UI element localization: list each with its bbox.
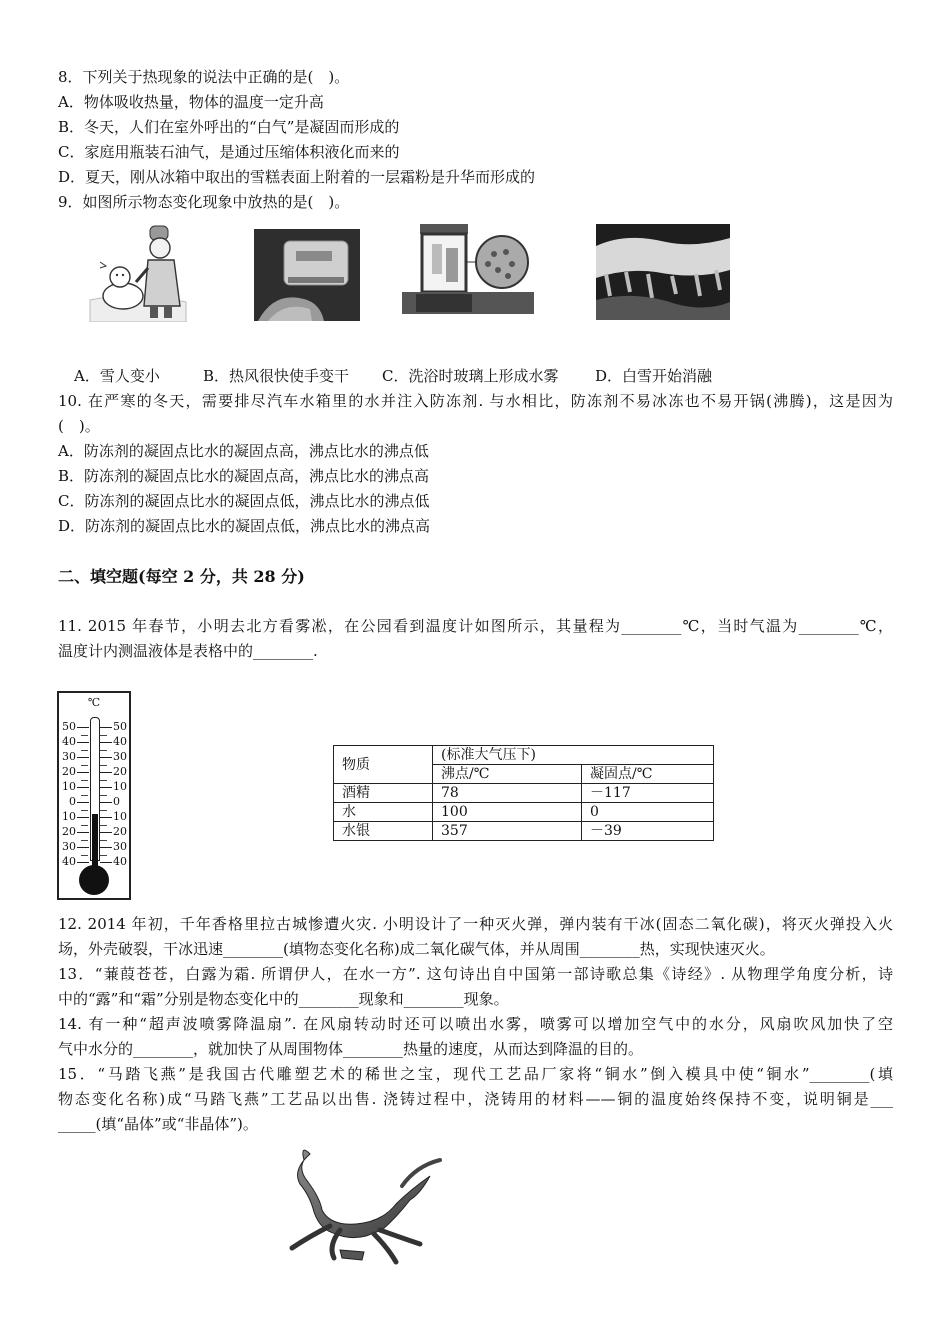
table-cell: 水 — [334, 803, 433, 822]
section-2-heading: 二、填空题(每空 2 分，共 28 分) — [58, 567, 305, 586]
thermometer-minor-tick — [100, 795, 107, 796]
q10-stem-line1: 10. 在严寒的冬天，需要排尽汽车水箱里的水并注入防冻剂. 与水相比，防冻剂不易冰冻也不易开锅(沸腾)，这是因为 — [58, 392, 893, 410]
thermometer-minor-tick — [100, 765, 107, 766]
thermometer-left-tick-label: 10 — [62, 810, 76, 823]
thermometer-minor-tick — [100, 780, 107, 781]
thermometer-minor-tick — [81, 840, 88, 841]
thermometer-right-tick-mark — [100, 742, 112, 743]
thermometer-unit: ℃ — [87, 696, 101, 709]
thermometer-minor-tick — [100, 855, 107, 856]
thermometer-minor-tick — [81, 735, 88, 736]
thermometer-minor-tick — [81, 810, 88, 811]
thermometer-left-tick-mark — [77, 772, 89, 773]
q8-option-b: B．冬天，人们在室外呼出的“白气”是凝固而形成的 — [58, 118, 400, 136]
q9-option-c: C．洗浴时玻璃上形成水雾 — [382, 367, 559, 385]
thermometer-left-tick-mark — [77, 832, 89, 833]
thermometer-left-tick-label: 20 — [62, 765, 76, 778]
q8-stem: 8．下列关于热现象的说法中正确的是( )。 — [58, 68, 350, 86]
thermometer-liquid — [92, 814, 98, 871]
table-cell: 酒精 — [334, 784, 433, 803]
thermometer-left-tick-label: 40 — [62, 855, 76, 868]
q14-line1: 14. 有一种“超声波喷雾降温扇”. 在风扇转动时还可以喷出水雾，喷雾可以增加空气中的水分，风扇吹风加快了空 — [58, 1015, 893, 1033]
thermometer-left-tick-label: 30 — [62, 750, 76, 763]
q10-option-c: C．防冻剂的凝固点比水的凝固点低，沸点比水的沸点低 — [58, 492, 430, 510]
q12-line2: 场，外壳破裂，干冰迅速________(填物态变化名称)成二氧化碳气体，并从周围________热，实现快速灭火。 — [58, 940, 775, 958]
thermometer-right-tick-label: 50 — [113, 720, 127, 733]
q11-line2: 温度计内测温液体是表格中的________. — [58, 642, 318, 660]
thermometer-right-tick-label: 40 — [113, 855, 127, 868]
table-cell: 100 — [433, 803, 582, 822]
thermometer-bulb — [79, 865, 109, 895]
thermometer-minor-tick — [81, 750, 88, 751]
thermometer-left-tick-label: 50 — [62, 720, 76, 733]
q9-stem: 9．如图所示物态变化现象中放热的是( )。 — [58, 193, 350, 211]
q10-stem-line2: ( )。 — [58, 417, 100, 435]
thermometer-right-tick-label: 10 — [113, 780, 127, 793]
thermometer-left-tick-mark — [77, 757, 89, 758]
thermometer-left-tick-mark — [77, 727, 89, 728]
table-cell: 357 — [433, 822, 582, 841]
table-row-alcohol — [334, 784, 714, 803]
thermometer-right-tick-mark — [100, 787, 112, 788]
thermometer-right-tick-label: 0 — [113, 795, 120, 808]
thermometer-minor-tick — [81, 765, 88, 766]
q15-line3: _____(填“晶体”或“非晶体”)。 — [58, 1115, 258, 1133]
thermometer-right-tick-mark — [100, 817, 112, 818]
thermometer-left-tick-mark — [77, 802, 89, 803]
table-cell: －39 — [582, 822, 714, 841]
thermometer-right-tick-label: 40 — [113, 735, 127, 748]
thermometer-left-tick-mark — [77, 787, 89, 788]
thermometer-left-tick-mark — [77, 862, 89, 863]
thermometer-left-tick-label: 20 — [62, 825, 76, 838]
table-header-boiling: 沸点/℃ — [433, 765, 582, 784]
thermometer-left-tick-label: 30 — [62, 840, 76, 853]
thermometer-right-tick-mark — [100, 862, 112, 863]
thermometer-right-tick-mark — [100, 832, 112, 833]
snowman-child-image — [88, 220, 188, 322]
thermometer-right-tick-label: 20 — [113, 765, 127, 778]
q9-option-b: B．热风很快使手变干 — [203, 367, 350, 385]
hand-dryer-image — [254, 229, 360, 321]
thermometer-minor-tick — [100, 810, 107, 811]
q15-line2: 物态变化名称)成“马踏飞燕”工艺品以出售. 浇铸过程中，浇铸用的材料——铜的温度始终保持不变，说明铜是___ — [58, 1090, 893, 1108]
q8-option-c: C．家庭用瓶装石油气，是通过压缩体积液化而来的 — [58, 143, 400, 161]
table-row-water — [334, 803, 714, 822]
table-cell: 水银 — [334, 822, 433, 841]
thermometer-minor-tick — [100, 840, 107, 841]
thermometer-right-tick-label: 30 — [113, 840, 127, 853]
q10-option-d: D．防冻剂的凝固点比水的凝固点低，沸点比水的沸点高 — [58, 517, 431, 535]
thermometer-right-tick-mark — [100, 772, 112, 773]
q10-option-a: A．防冻剂的凝固点比水的凝固点高，沸点比水的沸点低 — [58, 442, 429, 460]
thermometer-minor-tick — [81, 825, 88, 826]
q10-option-b: B．防冻剂的凝固点比水的凝固点高，沸点比水的沸点高 — [58, 467, 430, 485]
thermometer-right-tick-label: 30 — [113, 750, 127, 763]
table-header-freezing: 凝固点/℃ — [582, 765, 714, 784]
thermometer-left-tick-label: 0 — [69, 795, 76, 808]
q12-line1: 12. 2014 年初，千年香格里拉古城惨遭火灾. 小明设计了一种灭火弹，弹内装有干冰(固态二氧化碳)，将灭火弹投入火 — [58, 915, 893, 933]
table-cell: 0 — [582, 803, 714, 822]
thermometer-minor-tick — [100, 825, 107, 826]
table-header-condition: (标准大气压下) — [433, 746, 714, 765]
table-row-mercury — [334, 822, 714, 841]
table-cell: 78 — [433, 784, 582, 803]
q9-option-d: D．白雪开始消融 — [595, 367, 713, 385]
melting-snow-image — [596, 224, 730, 320]
thermometer-right-tick-mark — [100, 802, 112, 803]
q14-line2: 气中水分的________，就加快了从周围物体________热量的速度，从而达到降温的目的。 — [58, 1040, 644, 1058]
thermometer-right-tick-label: 10 — [113, 810, 127, 823]
thermometer-left-tick-mark — [77, 847, 89, 848]
table-header-substance: 物质 — [334, 746, 433, 784]
table-cell: －117 — [582, 784, 714, 803]
thermometer-right-tick-mark — [100, 757, 112, 758]
q13-line2: 中的“露”和“霜”分别是物态变化中的________现象和________现象。 — [58, 990, 509, 1008]
thermometer-right-tick-mark — [100, 727, 112, 728]
thermometer-right-tick-label: 20 — [113, 825, 127, 838]
foggy-mirror-image — [402, 222, 534, 322]
thermometer-minor-tick — [100, 735, 107, 736]
thermometer-minor-tick — [81, 795, 88, 796]
thermometer-right-tick-mark — [100, 847, 112, 848]
thermometer-minor-tick — [81, 855, 88, 856]
thermometer-left-tick-mark — [77, 742, 89, 743]
q8-option-d: D．夏天，刚从冰箱中取出的雪糕表面上附着的一层霜粉是升华而形成的 — [58, 168, 536, 186]
thermometer-minor-tick — [81, 780, 88, 781]
thermometer-figure — [57, 691, 131, 900]
thermometer-left-tick-label: 40 — [62, 735, 76, 748]
q15-line1: 15．“马踏飞燕”是我国古代雕塑艺术的稀世之宝，现代工艺品厂家将“铜水”倒入模具中使“铜水”________(填 — [58, 1065, 893, 1083]
thermometer-minor-tick — [100, 750, 107, 751]
substance-table — [333, 745, 714, 841]
q11-line1: 11. 2015 年春节，小明去北方看雾凇，在公园看到温度计如图所示，其量程为________℃，当时气温为________℃， — [58, 617, 893, 635]
q9-option-a: A．雪人变小 — [74, 367, 160, 385]
q13-line1: 13．“蒹葭苍苍，白露为霜. 所谓伊人，在水一方”. 这句诗出自中国第一部诗歌总集《诗经》. 从物理学角度分析，诗 — [58, 965, 893, 983]
galloping-horse-image — [270, 1140, 442, 1270]
thermometer-left-tick-mark — [77, 817, 89, 818]
q8-option-a: A．物体吸收热量，物体的温度一定升高 — [58, 93, 324, 111]
thermometer-left-tick-label: 10 — [62, 780, 76, 793]
